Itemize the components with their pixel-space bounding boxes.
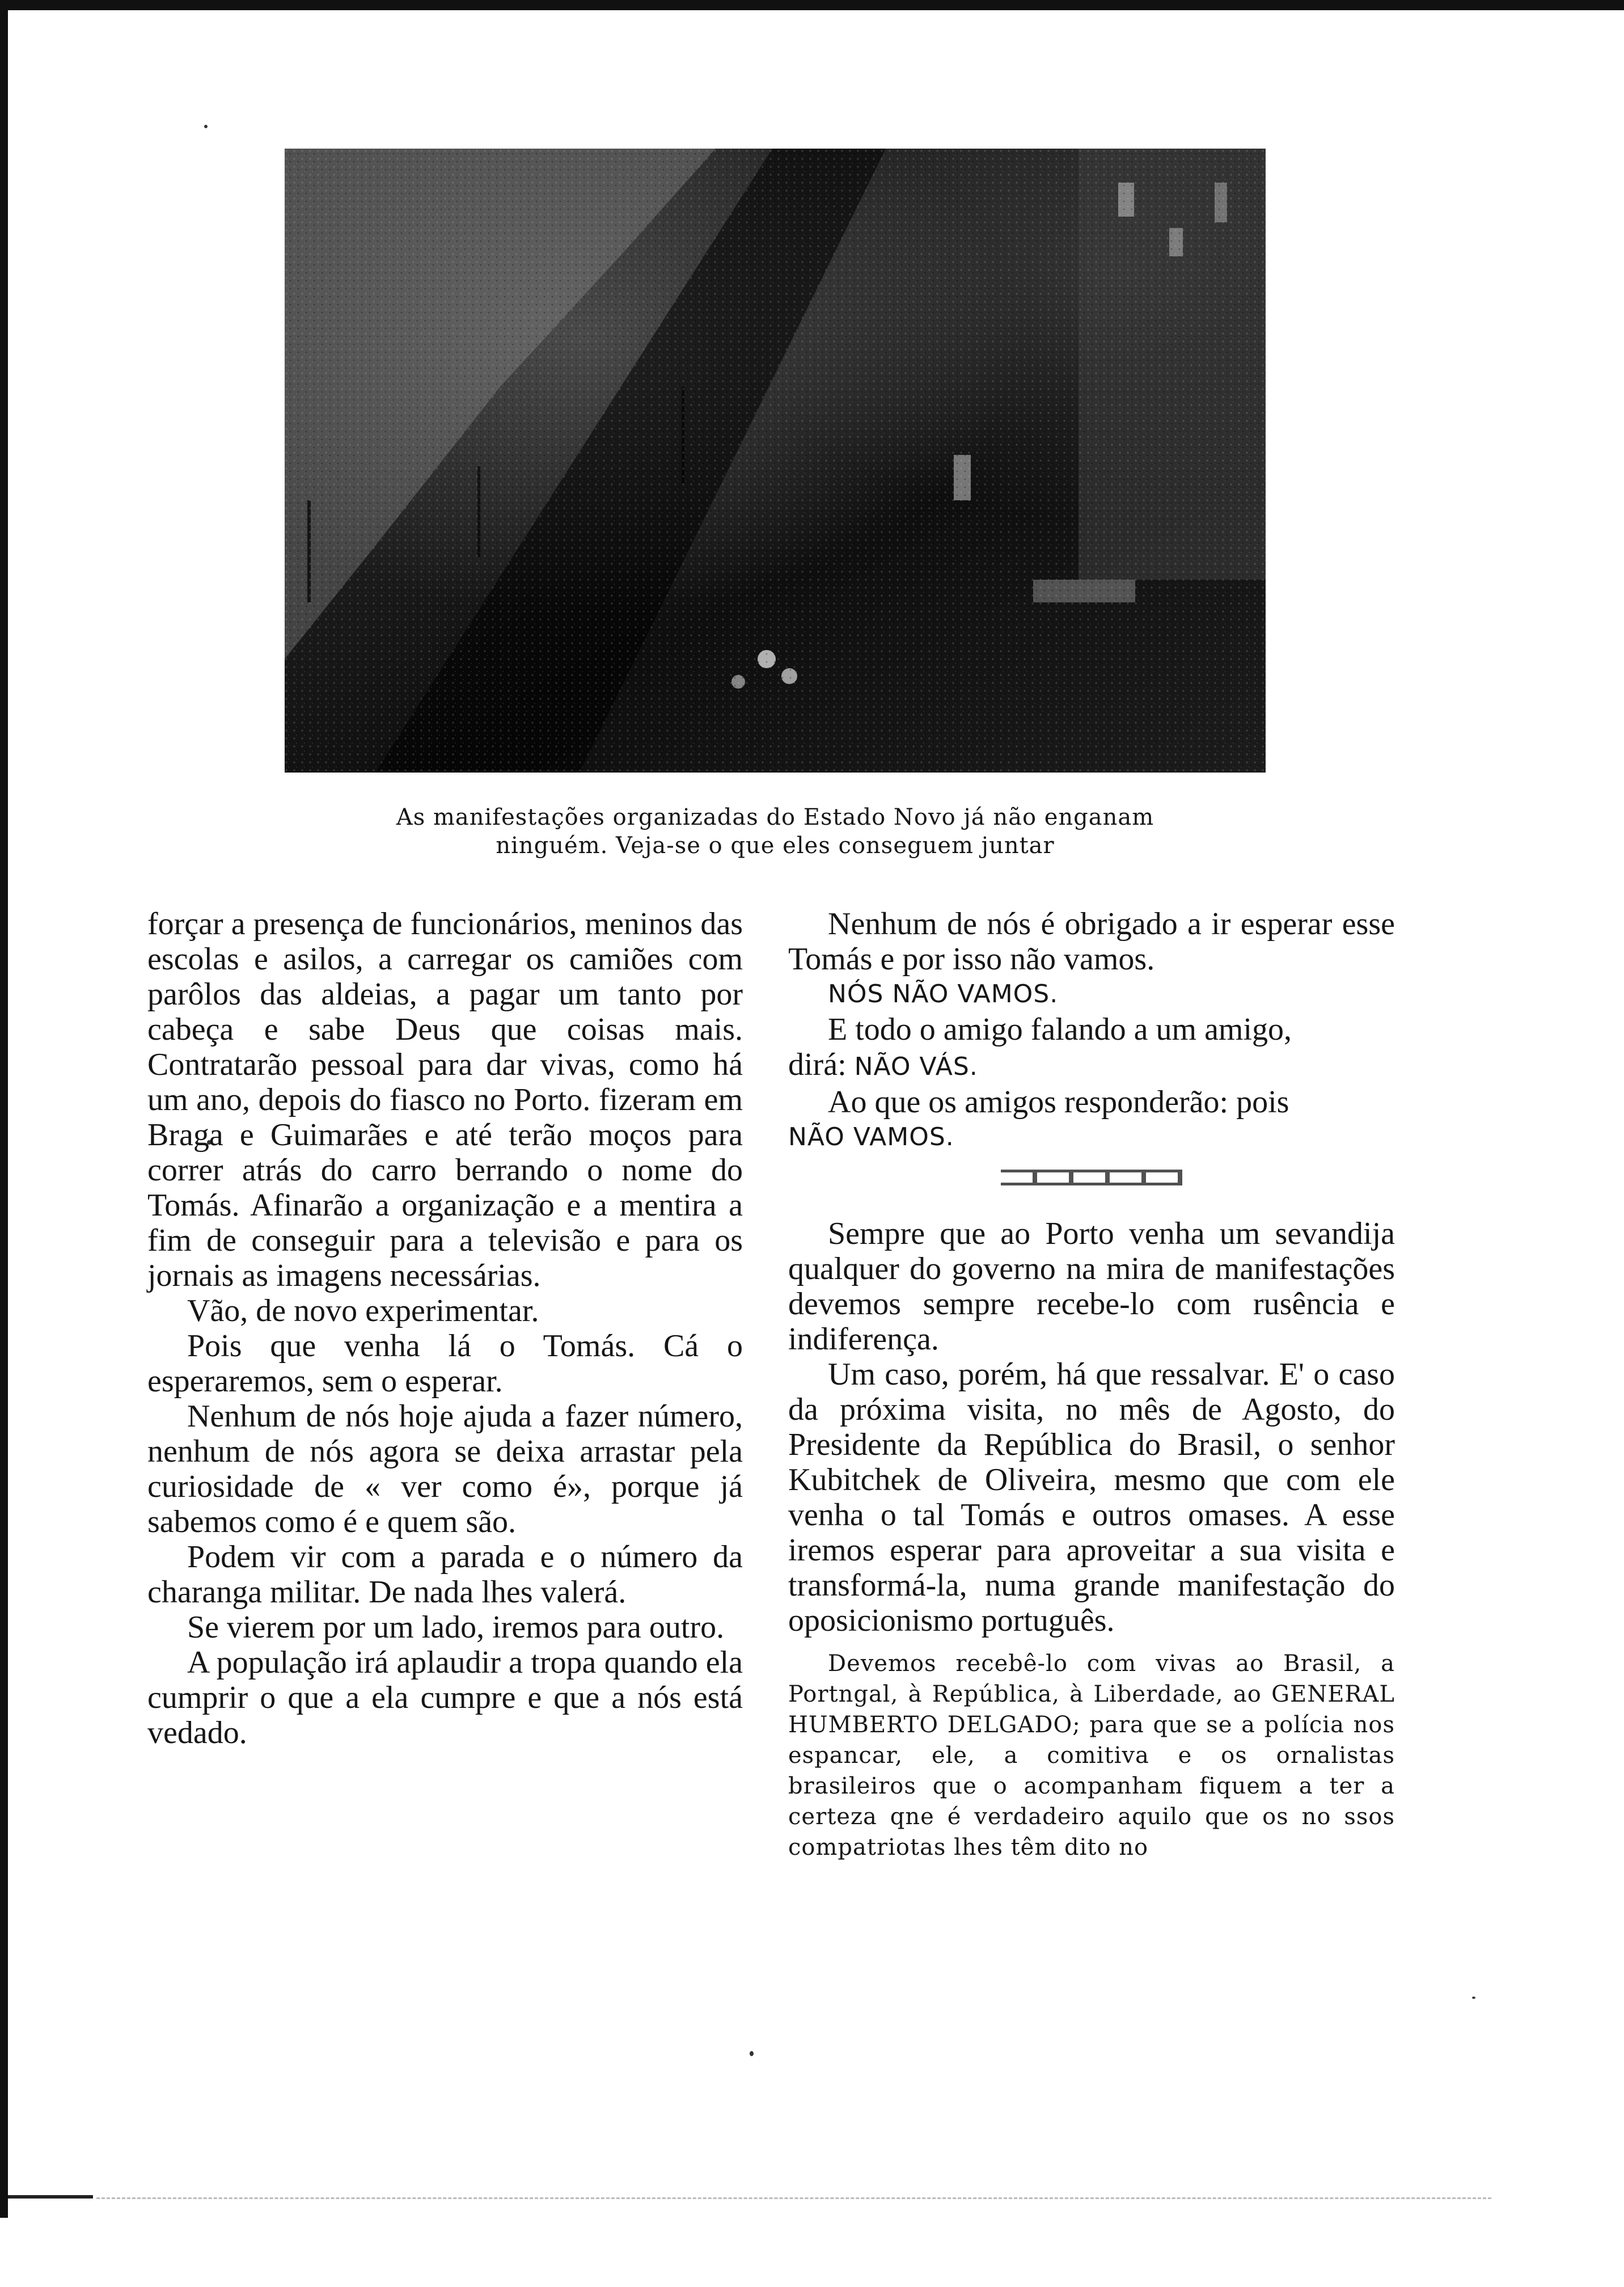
photo-caption [285,803,1266,860]
caption-line-2: ninguém. Veja-se o que eles conseguem juntar [496,833,1055,859]
left-paragraph-7: A população irá aplaudir a tropa quando ela cumprir o que a ela cumpre e que a nós está vedado. [147,1645,743,1750]
left-paragraph-6: Se vierem por um lado, iremos para outro. [187,1610,725,1645]
scan-speck [750,2051,754,2056]
bottom-rule [8,2195,93,2199]
right-paragraph-4 [788,1047,1395,1085]
scan-speck [1472,1997,1475,1999]
left-paragraph-1: forçar a presença de funcionários, meninos das escolas e asilos, a carregar os camiões com parôlos das aldeias, a pagar um tanto por cabeça e sabe Deus que coisas mais. Contratarão pessoal para dar vivas, como há um ano, depois do fiasco no Porto. fizeram em Braga e Guimarães e até terão moços para correr atrás do carro berrando o nome do Tomás. Afinarão a organização e a mentira a fim de conseguir para a televisão e para os jornais as imagens necessárias. [147,906,743,1293]
scan-border-left [0,0,8,2212]
right-paragraph-1: Nenhum de nós é obrigado a ir esperar esse Tomás e por isso não vamos. [788,906,1395,977]
right-paragraph-6: NÃO VAMOS. [788,1123,954,1151]
section-separator [1001,1170,1182,1185]
left-column [147,906,743,1750]
crowd-photo [285,149,1266,773]
right-paragraph-4-lead: dirá: [788,1047,855,1082]
crowd-photo-icon [285,149,1266,773]
left-paragraph-2: Vão, de novo experimentar. [187,1293,539,1328]
right-paragraph-4-caps: NÃO VÁS. [854,1052,978,1081]
right-paragraph-8: Um caso, porém, há que ressalvar. E' o caso da próxima visita, no mês de Agosto, do Presidente da República do Brasil, o senhor Kubitchek de Oliveira, mesmo que com ele venha o tal Tomás e outros omases. A esse iremos esperar para aproveitar a sua visita e transformá-la, numa grande manifestação do oposicionismo português. [788,1357,1395,1638]
caption-line-1: As manifestações organizadas do Estado Novo já não enganam [396,804,1154,830]
right-column [788,906,1395,1863]
left-paragraph-5: Podem vir com a parada e o número da charanga militar. De nada lhes valerá. [147,1539,743,1610]
right-paragraph-3: E todo o amigo falando a um amigo, [828,1012,1292,1047]
right-paragraph-2: NÓS NÃO VAMOS. [828,980,1059,1009]
left-paragraph-4: Nenhum de nós hoje ajuda a fazer número, nenhum de nós agora se deixa arrastar pela curiosidade de « ver como é», porque já sabemos como é e quem são. [147,1399,743,1539]
bottom-dashed-rule [96,2197,1491,2199]
scan-edge-mark [0,2184,8,2218]
right-paragraph-9: Devemos recebê-lo com vivas ao Brasil, a Portngal, à República, à Liberdade, ao GENERAL HUMBERTO DELGADO; para que se a polícia nos espancar, ele, a comitiva e os ornalistas brasileiros que o acompanham fiquem a ter a certeza qne é verdadeiro aquilo que os no ssos compatriotas lhes têm dito no [788,1651,1395,1860]
left-paragraph-3: Pois que venha lá o Tomás. Cá o esperaremos, sem o esperar. [147,1328,743,1399]
right-paragraph-7: Sempre que ao Porto venha um sevandija qualquer do governo na mira de manifestações devemos sempre recebe-lo com rusência e indiferença. [788,1216,1395,1357]
scan-border-top [0,0,1624,10]
scan-speck [204,125,208,128]
right-paragraph-5: Ao que os amigos responderão: pois [828,1085,1289,1120]
